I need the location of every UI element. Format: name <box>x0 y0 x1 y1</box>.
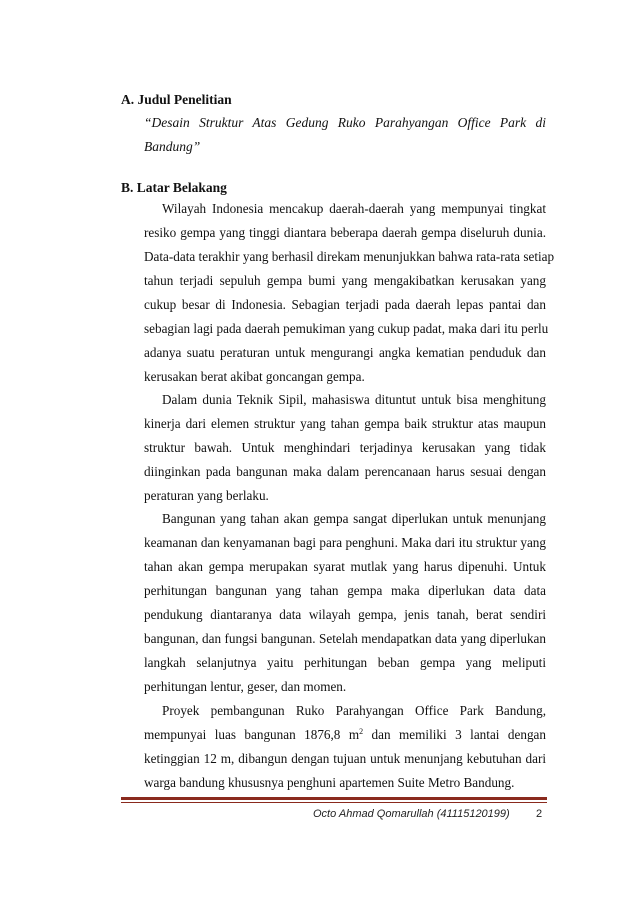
body-line: keamanan dan kenyamanan bagi para penghuni. Maka dari itu struktur yang <box>144 535 546 550</box>
body-line: resiko gempa yang tinggi diantara beberapa daerah gempa diseluruh dunia. <box>144 225 546 240</box>
section-a-heading: A. Judul Penelitian <box>121 92 232 107</box>
footer-author: Octo Ahmad Qomarullah (41115120199) <box>313 808 510 820</box>
area-text: mempunyai luas bangunan 1876,8 m <box>144 727 360 742</box>
body-line: peraturan yang berlaku. <box>144 488 269 503</box>
body-line: adanya suatu peraturan untuk mengurangi angka kematian penduduk dan <box>144 345 546 360</box>
body-line: perhitungan bangunan yang tahan gempa maka diperlukan data data <box>144 583 546 598</box>
body-line: Data-data terakhir yang berhasil direkam menunjukkan bahwa rata-rata setiap <box>144 249 555 264</box>
page-number: 2 <box>536 808 543 820</box>
body-line: kinerja dari elemen struktur yang tahan gempa baik struktur atas maupun <box>144 416 546 431</box>
body-line: bangunan, dan fungsi bangunan. Setelah mendapatkan data yang diperlukan <box>144 631 546 646</box>
body-line: pendukung diantaranya data wilayah gempa, jenis tanah, berat sendiri <box>144 607 546 622</box>
body-line: tahan akan gempa merupakan syarat mutlak yang harus dipenuhi. Untuk <box>144 559 546 574</box>
area-text-rest: dan memiliki 3 lantai dengan <box>363 727 546 742</box>
body-line-area <box>144 727 546 743</box>
body-line: struktur bawah. Untuk menghindari terjadinya kerusakan yang tidak <box>144 440 546 455</box>
body-line: sebagian lagi pada daerah pemukiman yang cukup padat, maka dari itu perlu <box>144 321 549 336</box>
body-line: ketinggian 12 m, dibangun dengan tujuan untuk menunjang kebutuhan dari <box>144 751 546 766</box>
body-line: Dalam dunia Teknik Sipil, mahasiswa dituntut untuk bisa menghitung <box>162 392 546 407</box>
body-line: Wilayah Indonesia mencakup daerah-daerah yang mempunyai tingkat <box>162 201 546 216</box>
body-line: cukup besar di Indonesia. Sebagian terjadi pada daerah lepas pantai dan <box>144 297 546 312</box>
research-title-line-1: “Desain Struktur Atas Gedung Ruko Parahyangan Office Park di <box>144 115 546 130</box>
section-b-heading: B. Latar Belakang <box>121 180 227 195</box>
research-title-line-2: Bandung” <box>144 139 201 154</box>
footer-rule-thin <box>121 802 547 803</box>
body-line: Bangunan yang tahan akan gempa sangat diperlukan untuk menunjang <box>162 511 546 526</box>
body-line: warga bandung khususnya penghuni apartemen Suite Metro Bandung. <box>144 775 515 790</box>
area-superscript: 2 <box>359 727 364 736</box>
body-line: perhitungan lentur, geser, dan momen. <box>144 679 347 694</box>
body-line: Proyek pembangunan Ruko Parahyangan Office Park Bandung, <box>162 703 546 718</box>
footer-rule-thick <box>121 797 547 800</box>
body-line: diinginkan pada bangunan maka dalam perencanaan harus sesuai dengan <box>144 464 546 479</box>
body-line: tahun terjadi sepuluh gempa bumi yang mengakibatkan kerusakan yang <box>144 273 546 288</box>
body-line: kerusakan berat akibat goncangan gempa. <box>144 369 365 384</box>
body-line: langkah selanjutnya yaitu perhitungan beban gempa yang meliputi <box>144 655 546 670</box>
